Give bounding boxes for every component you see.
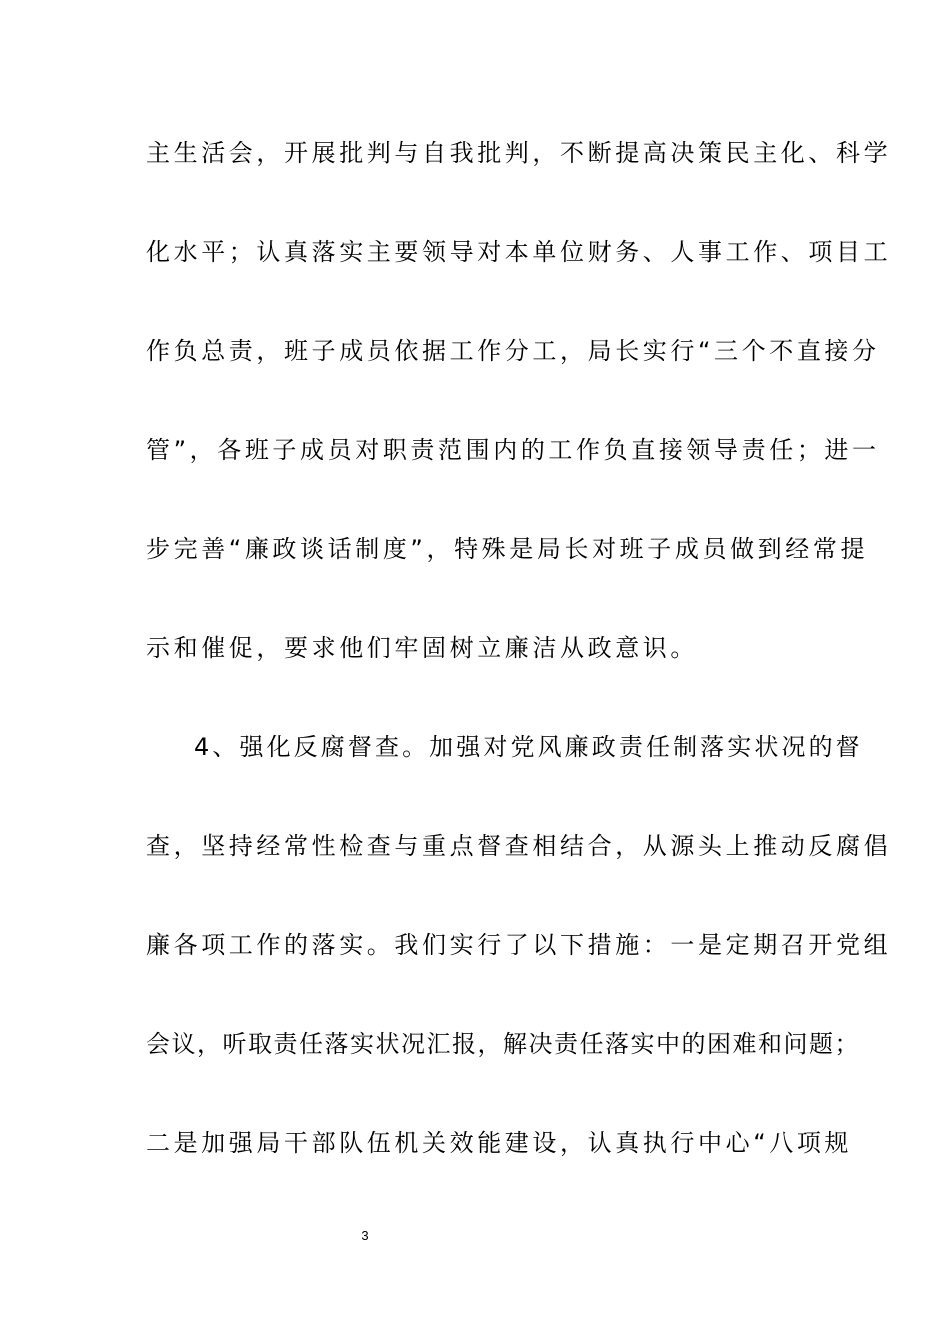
paragraph-first-line: 4、强化反腐督查。加强对党风廉政责任制落实状况的督	[194, 733, 863, 761]
text-line: 会议，听取责任落实状况汇报，解决责任落实中的困难和问题；	[146, 1030, 860, 1058]
text-line: 步完善“廉政谈话制度”，特殊是局长对班子成员做到经常提	[146, 535, 869, 563]
text-line: 廉各项工作的落实。我们实行了以下措施：一是定期召开党组	[146, 931, 892, 959]
text-line: 示和催促，要求他们牢固树立廉洁从政意识。	[146, 634, 698, 662]
text-line: 化水平；认真落实主要领导对本单位财务、人事工作、项目工	[146, 238, 892, 266]
text-line: 管”，各班子成员对职责范围内的工作负直接领导责任；进一	[146, 436, 880, 464]
text-line: 主生活会，开展批判与自我批判，不断提高决策民主化、科学	[146, 139, 892, 167]
page-number: 3	[361, 1228, 369, 1243]
text-line: 二是加强局干部队伍机关效能建设，认真执行中心“八项规	[146, 1129, 853, 1157]
text-line: 作负总责，班子成员依据工作分工，局长实行“三个不直接分	[146, 337, 880, 365]
text-line: 查，坚持经常性检查与重点督查相结合，从源头上推动反腐倡	[146, 832, 892, 860]
